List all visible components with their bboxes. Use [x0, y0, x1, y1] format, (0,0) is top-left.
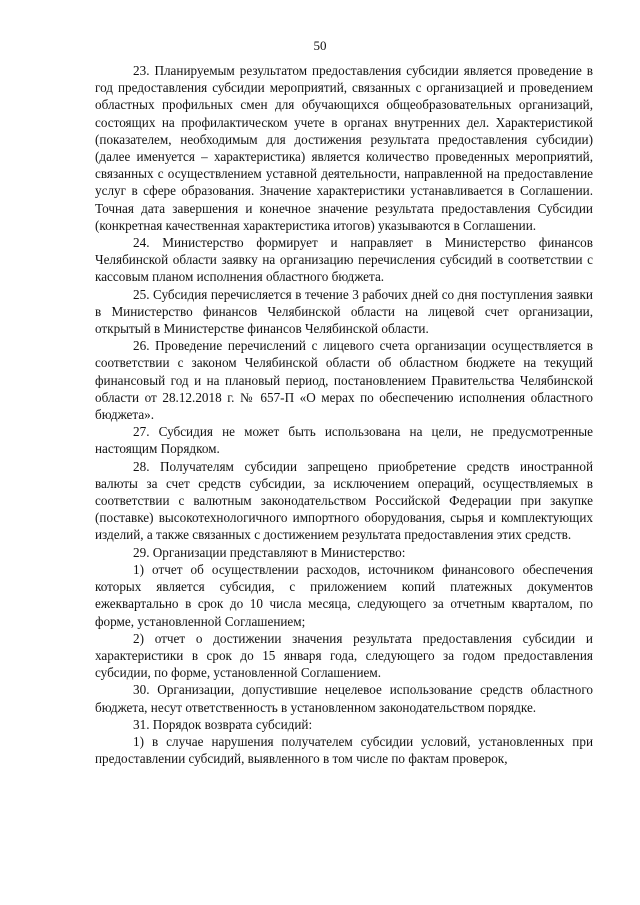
paragraph-29: 29. Организации представляют в Министерство:	[133, 544, 406, 560]
document-body	[95, 62, 593, 767]
paragraph-27: 27. Субсидия не может быть использована на цели, не предусмотренные настоящим Порядком.	[95, 424, 593, 457]
paragraph-29-item-1: 1) отчет об осуществлении расходов, источником финансового обеспечения которых является субсидия, с приложением копий платежных документов ежеквартально в срок до 10 числа месяца, следующего за отчетным кварталом, по форме, установленной Соглашением;	[95, 561, 593, 629]
paragraph-31-item-1: 1) в случае нарушения получателем субсидии условий, установленных при предоставлении субсидий, выявленного в том числе по фактам проверок,	[95, 733, 593, 767]
paragraph-31: 31. Порядок возврата субсидий:	[133, 716, 313, 732]
paragraph-24: 24. Министерство формирует и направляет в Министерство финансов Челябинской области заявку на организацию перечисления субсидий в соответствии с кассовым планом исполнения областного бюджета.	[95, 235, 593, 285]
paragraph-28: 28. Получателям субсидии запрещено приобретение средств иностранной валюты за счет средств субсидии, за исключением операций, осуществляемых в соответствии с валютным законодательством Российской Федерации при закупке (поставке) высокотехнологичного импортного оборудования, сырья и комплектующих изделий, а также связанных с достижением результата предоставления этих средств.	[95, 458, 593, 543]
page-number: 50	[313, 38, 327, 53]
paragraph-25: 25. Субсидия перечисляется в течение 3 рабочих дней со дня поступления заявки в Министерство финансов Челябинской области на лицевой счет организации, открытый в Министерстве финансов Челябинской области.	[95, 286, 593, 337]
paragraph-30: 30. Организации, допустившие нецелевое использование средств областного бюджета, несут ответственность в установленном законодательством порядке.	[95, 682, 593, 715]
paragraph-23: 23. Планируемым результатом предоставления субсидии является проведение в год предоставления субсидии мероприятий, связанных с организацией и проведением областных профильных смен для обучающихся общеобразовательных организаций, состоящих на профилактическом учете в органах внутренних дел. Характеристикой (показателем, необходимым для достижения результата предоставления субсидии) (далее именуется – характеристика) является количество проведенных мероприятий, связанных с осуществлением уставной деятельности, направленной на предоставление услуг в сфере образования. Значение характеристики устанавливается в Соглашении. Точная дата завершения и конечное значение результата предоставления Субсидии (конкретная качественная характеристика итогов) указываются в Соглашении.	[95, 63, 593, 233]
paragraph-29-item-2: 2) отчет о достижении значения результата предоставления субсидии и характеристики в срок до 15 января года, следующего за годом предоставления субсидии, по форме, установленной Соглашением.	[95, 630, 593, 681]
paragraph-26: 26. Проведение перечислений с лицевого счета организации осуществляется в соответствии с законом Челябинской области об областном бюджете на текущий финансовый год и на плановый период, постановлением Правительства Челябинской области от 28.12.2018 г. № 657-П «О мерах по обеспечению исполнения областного бюджета».	[95, 338, 593, 423]
